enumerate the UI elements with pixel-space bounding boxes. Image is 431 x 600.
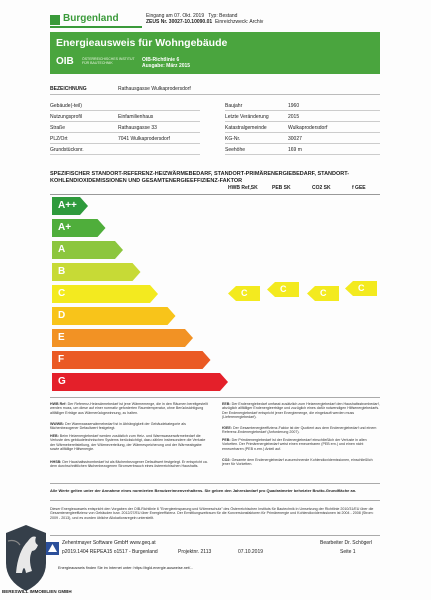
- divider: [225, 132, 380, 133]
- oib-logo: OIB: [56, 56, 74, 67]
- efficiency-class-bar: [52, 219, 106, 237]
- note-rule: [50, 500, 380, 501]
- prop-label: PLZ/Ort: [50, 136, 68, 142]
- prop-label: Straße: [50, 125, 66, 131]
- prop-label: Letzte Veränderung: [225, 114, 269, 120]
- column-header-hwb: HWB Ref,SK: [228, 185, 258, 191]
- section-title: SPEZIFISCHER STANDORT-REFERENZ-HEIZWÄRMEBEDARF, STANDORT-PRIMÄRENERGIEBEDARF, STANDORT-KOHLENDIOXIDEMISSIONEN UND GESAMTENERGIEEFFIZIENZ-FAKTOR: [50, 171, 350, 184]
- divider: [50, 110, 200, 111]
- definition-term: HHSB:: [50, 460, 62, 464]
- divider: [225, 110, 380, 111]
- oib-institute: ÖSTERREICHISCHES INSTITUT FÜR BAUTECHNIK: [82, 57, 135, 65]
- oib-guideline: [142, 57, 190, 69]
- definition-text: Gesamte dem Endenergiebedarf zuzurechnende Kohlendioxidemissionen, einschließlich jener für Vorketten.: [222, 458, 373, 467]
- definition-text: Der Referenz-Heizwärmebedarf ist jene Wärmemenge, die in den Räumen bereitgestellt werden muss, um diese auf einer normativ geforderten Raumtemperatur, ohne Berücksichtigung allfälliger Erträge aus Wärmerückgewinnung, zu halten.: [50, 402, 208, 415]
- zeus-number: ZEUS Nr. 30027-10.10090.01: [146, 19, 213, 25]
- divider: [225, 121, 380, 122]
- rating-class-peb: C: [280, 284, 287, 294]
- efficiency-class-label: D: [58, 310, 66, 321]
- editor-name: Bearbeiter Dr. Schögerl: [320, 540, 372, 546]
- efficiency-class-label: E: [58, 332, 65, 343]
- guideline-label: OIB-Richtlinie 6: [142, 57, 180, 63]
- title-banner: [50, 32, 380, 74]
- divider: [225, 154, 380, 155]
- definition-heb: [50, 434, 208, 452]
- footer-rule: [50, 535, 380, 536]
- efficiency-class-label: A++: [58, 200, 77, 211]
- prop-label: Katastralgemeinde: [225, 125, 267, 131]
- rating-marker-co2: [307, 286, 339, 301]
- definition-fgee: [222, 426, 380, 435]
- page-number: Seite 1: [340, 549, 356, 555]
- designation-value: Rathausgasse Wulkaprodersdorf: [118, 86, 191, 92]
- divider: [50, 154, 200, 155]
- designation-label: BEZEICHNUNG: [50, 86, 87, 92]
- column-header-co2: CO2 SK: [312, 185, 331, 191]
- efficiency-class-label: C: [58, 288, 66, 299]
- efficiency-class-label: A+: [58, 222, 72, 233]
- prop-value: 1960: [288, 103, 300, 109]
- software-name: Zehentmayer Software GmbH www.geq.at: [62, 540, 156, 546]
- definitions-top-rule: [50, 397, 380, 398]
- rating-marker-peb: [267, 282, 299, 297]
- efficiency-class-bar: [52, 373, 228, 391]
- efficiency-class-bar: [52, 263, 141, 281]
- definition-term: HWB Ref:: [50, 402, 67, 406]
- definition-term: PEB:: [222, 438, 231, 442]
- definition-text: Der Gesamtenergieeffizienz-Faktor ist der Quotient aus dem Endenergiebedarf und einem Referenz-Endenergiebedarf (Anforderung 2007).: [222, 426, 377, 435]
- rating-marker-fgee: [345, 281, 377, 296]
- issue-date: 07.10.2019: [238, 549, 264, 555]
- definition-text: Der Warmwasserwärmebedarf ist in Abhängigkeit der Gebäudekategorie als flächenbezogener Defaultwert festgelegt.: [50, 422, 186, 431]
- prop-value: 30027: [288, 136, 302, 142]
- prop-value: Rathausgasse 33: [118, 125, 157, 131]
- firm-name: BERESWILL IMMOBILIEN GMBH: [2, 589, 72, 594]
- prop-label: KG-Nr.: [225, 136, 241, 142]
- definition-term: WWWB:: [50, 422, 64, 426]
- definitions-bottom-rule: [50, 483, 380, 484]
- registration-stamp: [146, 13, 263, 25]
- efficiency-class-bar: [52, 307, 176, 325]
- column-header-fgee: f GEE: [352, 185, 366, 191]
- efficiency-class-bar: [52, 329, 193, 347]
- submission-purpose: Einreichzweck: Archiv: [214, 19, 264, 25]
- definition-text: Der Haushaltsstrombedarf ist als flächenbezogener Defaultwert festgelegt. Er entspricht ca. dem durchschnittlichen flächenbezogenen Stromverbrauch eines österreichischen Haushalts.: [50, 460, 208, 469]
- horse-crest-logo-icon: [2, 515, 50, 595]
- designation-rule: [50, 94, 380, 95]
- definition-text: Beim Heizenergiebedarf werden zusätzlich zum Heiz- und Warmwasserwärmebedarf die Verluste des gebäudetechnischen Systems berücksichtigt, dazu zählen insbesondere die Verluste der Wärmebereitstellung, der Wärmeverteilung, der Wärmespeicherung und der Wärmeabgabe sowie allfällige Hilfsenergie.: [50, 434, 206, 452]
- efficiency-class-bar: [52, 241, 123, 259]
- definition-text: Der Endenergiebedarf umfasst zusätzlich zum Heizenergiebedarf den Haushaltsstrombedarf, abzüglich allfälliger Endenergieerträge und zuzüglich eines dafür notwendigen Hilfsenergiebedarfs. Der Endenergiebedarf entspricht jener Energiemenge, die eingekauft werden muss (Lieferenergiebedarf).: [222, 402, 380, 420]
- burgenland-logo-icon: [50, 15, 60, 25]
- document-title: Energieausweis für Wohngebäude: [56, 37, 228, 49]
- divider: [50, 132, 200, 133]
- definition-wwwb: [50, 422, 208, 431]
- definition-co2: [222, 458, 380, 467]
- prop-value: 7041 Wulkaprodersdorf: [118, 136, 170, 142]
- values-note: Alle Werte gelten unter der Annahme eines normierten Benutzerinnenverhaltens. Sie geben den Jahresbedarf pro Quadratmeter beheizter Brutto-Grundfläche an.: [50, 488, 357, 493]
- divider: [50, 143, 200, 144]
- efficiency-class-label: A: [58, 244, 66, 255]
- rating-marker-hwb: [228, 286, 260, 301]
- definition-term: HEB:: [50, 434, 59, 438]
- header-rule: [50, 26, 142, 28]
- definition-hwb: [50, 402, 208, 415]
- column-header-peb: PEB SK: [272, 185, 291, 191]
- rating-class-hwb: C: [241, 288, 248, 298]
- definition-term: fGEE:: [222, 426, 232, 430]
- prop-label: Grundstücksnr.: [50, 147, 84, 153]
- brand-name: Burgenland: [63, 13, 119, 24]
- efficiency-class-label: G: [58, 376, 66, 387]
- definition-peb: [222, 438, 380, 451]
- online-link: Energieausweis finden Sie im Internet unter: https://bgld.energie.ausweise.net/...: [58, 566, 194, 570]
- prop-value: 2015: [288, 114, 300, 120]
- definition-eeb: [222, 402, 380, 420]
- divider: [50, 121, 200, 122]
- definition-term: CO2:: [222, 458, 231, 462]
- efficiency-class-label: B: [58, 266, 66, 277]
- project-number: Projektnr. 2113: [178, 549, 212, 555]
- scale-rule: [50, 194, 380, 195]
- software-code: p2019.1404 REPEA15 o1517 - Burgenland: [62, 549, 158, 555]
- prop-value: Einfamilienhaus: [118, 114, 154, 120]
- definition-text: Der Primärenergiebedarf ist der Endenergiebedarf einschließlich der Verluste in allen Vorketten. Der Primärenergiebedarf weist einen erneuerbaren (PEB ern.) und einen nicht erneuerbaren (PEB n.ern.) Anteil auf.: [222, 438, 367, 451]
- definition-term: EEB:: [222, 402, 231, 406]
- prop-label: Nutzungsprofil: [50, 114, 82, 120]
- prop-label: Seehöhe: [225, 147, 246, 153]
- efficiency-class-bar: [52, 197, 88, 215]
- definition-hhsb: [50, 460, 208, 469]
- received-date: Eingang am 07. Okt. 2019: [146, 13, 205, 19]
- efficiency-class-bar: [52, 285, 158, 303]
- efficiency-class-bar: [52, 351, 211, 369]
- rating-class-co2: C: [320, 288, 327, 298]
- prop-label: Gebäude(-teil): [50, 103, 82, 109]
- efficiency-class-label: F: [58, 354, 65, 365]
- legal-text: Dieser Energieausweis entspricht den Vorgaben der OIB-Richtlinie 6 "Energieeinsparung und Wärmeschutz" des Österreichischen Instituts für Bautechnik in Umsetzung der Richtlinie 2010/31/EU über die Gesamtenergieeffizienz von Gebäuden bzw. 2012/27/EU über Energieeffizienz. Der Ermittlungszeitraum für die Konversionsfaktoren für Primärenergie und Kohlendioxidemissionen ist 2004 - 2008 (Strom: 2009 - 2013), und es wurden übliche Allokationsregeln unterstellt.: [50, 507, 374, 520]
- edition-label: Ausgabe: März 2015: [142, 63, 191, 69]
- prop-value: Wulkaprodersdorf: [288, 125, 328, 131]
- prop-value: 169 m: [288, 147, 302, 153]
- rating-class-fgee: C: [358, 283, 365, 293]
- prop-label: Baujahr: [225, 103, 243, 109]
- received-type: Typ: Bestand: [208, 13, 238, 19]
- divider: [225, 143, 380, 144]
